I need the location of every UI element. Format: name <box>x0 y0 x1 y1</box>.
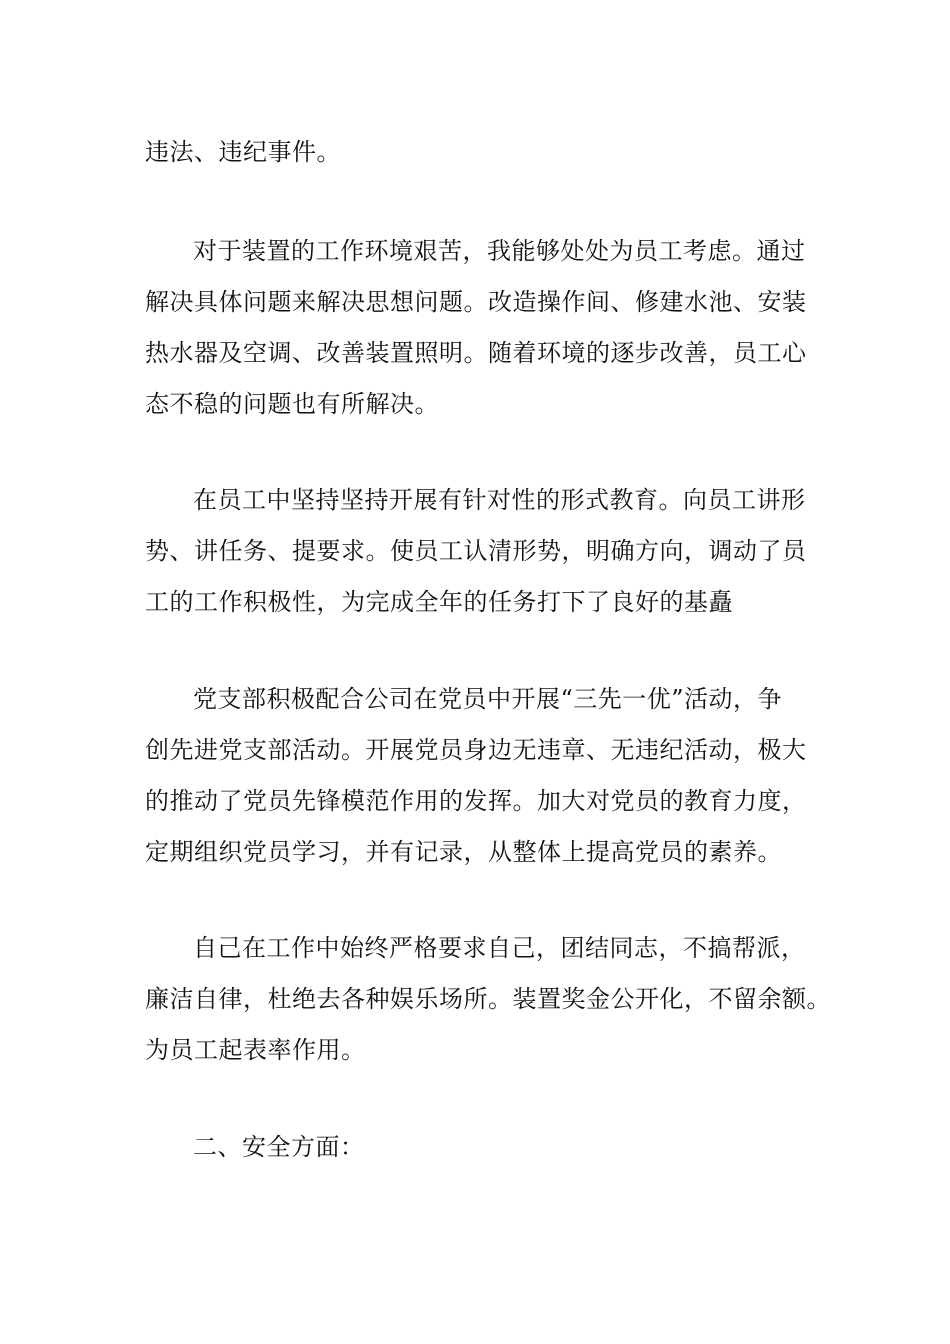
paragraph-work-environment <box>145 226 825 430</box>
paragraph-self-discipline <box>145 923 831 1076</box>
text-line: 创先进党支部活动。开展党员身边无违章、无违纪活动，极大 <box>145 736 807 764</box>
paragraph-continuation <box>145 127 825 178</box>
text-line: 违法、违纪事件。 <box>145 138 341 166</box>
paragraph-party-branch <box>145 674 825 878</box>
text-line: 二、安全方面： <box>193 1133 365 1161</box>
section-heading-safety <box>145 1122 825 1173</box>
text-line: 廉洁自律，杜绝去各种娱乐场所。装置奖金公开化，不留余额。 <box>145 985 831 1013</box>
text-line: 态不稳的问题也有所解决。 <box>145 390 439 418</box>
text-line: 的推动了党员先锋模范作用的发挥。加大对党员的教育力度， <box>145 787 807 815</box>
text-line: 定期组织党员学习，并有记录，从整体上提高党员的素养。 <box>145 838 782 866</box>
text-line: 党支部积极配合公司在党员中开展“三先一优”活动，争 <box>193 685 783 713</box>
text-line: 对于装置的工作环境艰苦，我能够处处为员工考虑。通过 <box>193 237 806 265</box>
text-line: 为员工起表率作用。 <box>145 1036 366 1064</box>
text-line: 热水器及空调、改善装置照明。随着环境的逐步改善，员工心 <box>145 339 807 367</box>
text-line: 在员工中坚持坚持开展有针对性的形式教育。向员工讲形 <box>193 486 806 514</box>
text-line: 势、讲任务、提要求。使员工认清形势，明确方向，调动了员 <box>145 537 807 565</box>
text-line: 工的工作积极性，为完成全年的任务打下了良好的基矗 <box>145 588 733 616</box>
paragraph-education <box>145 475 825 628</box>
text-line: 解决具体问题来解决思想问题。改造操作间、修建水池、安装 <box>145 288 807 316</box>
text-line: 自己在工作中始终严格要求自己，团结同志，不搞帮派， <box>193 934 806 962</box>
